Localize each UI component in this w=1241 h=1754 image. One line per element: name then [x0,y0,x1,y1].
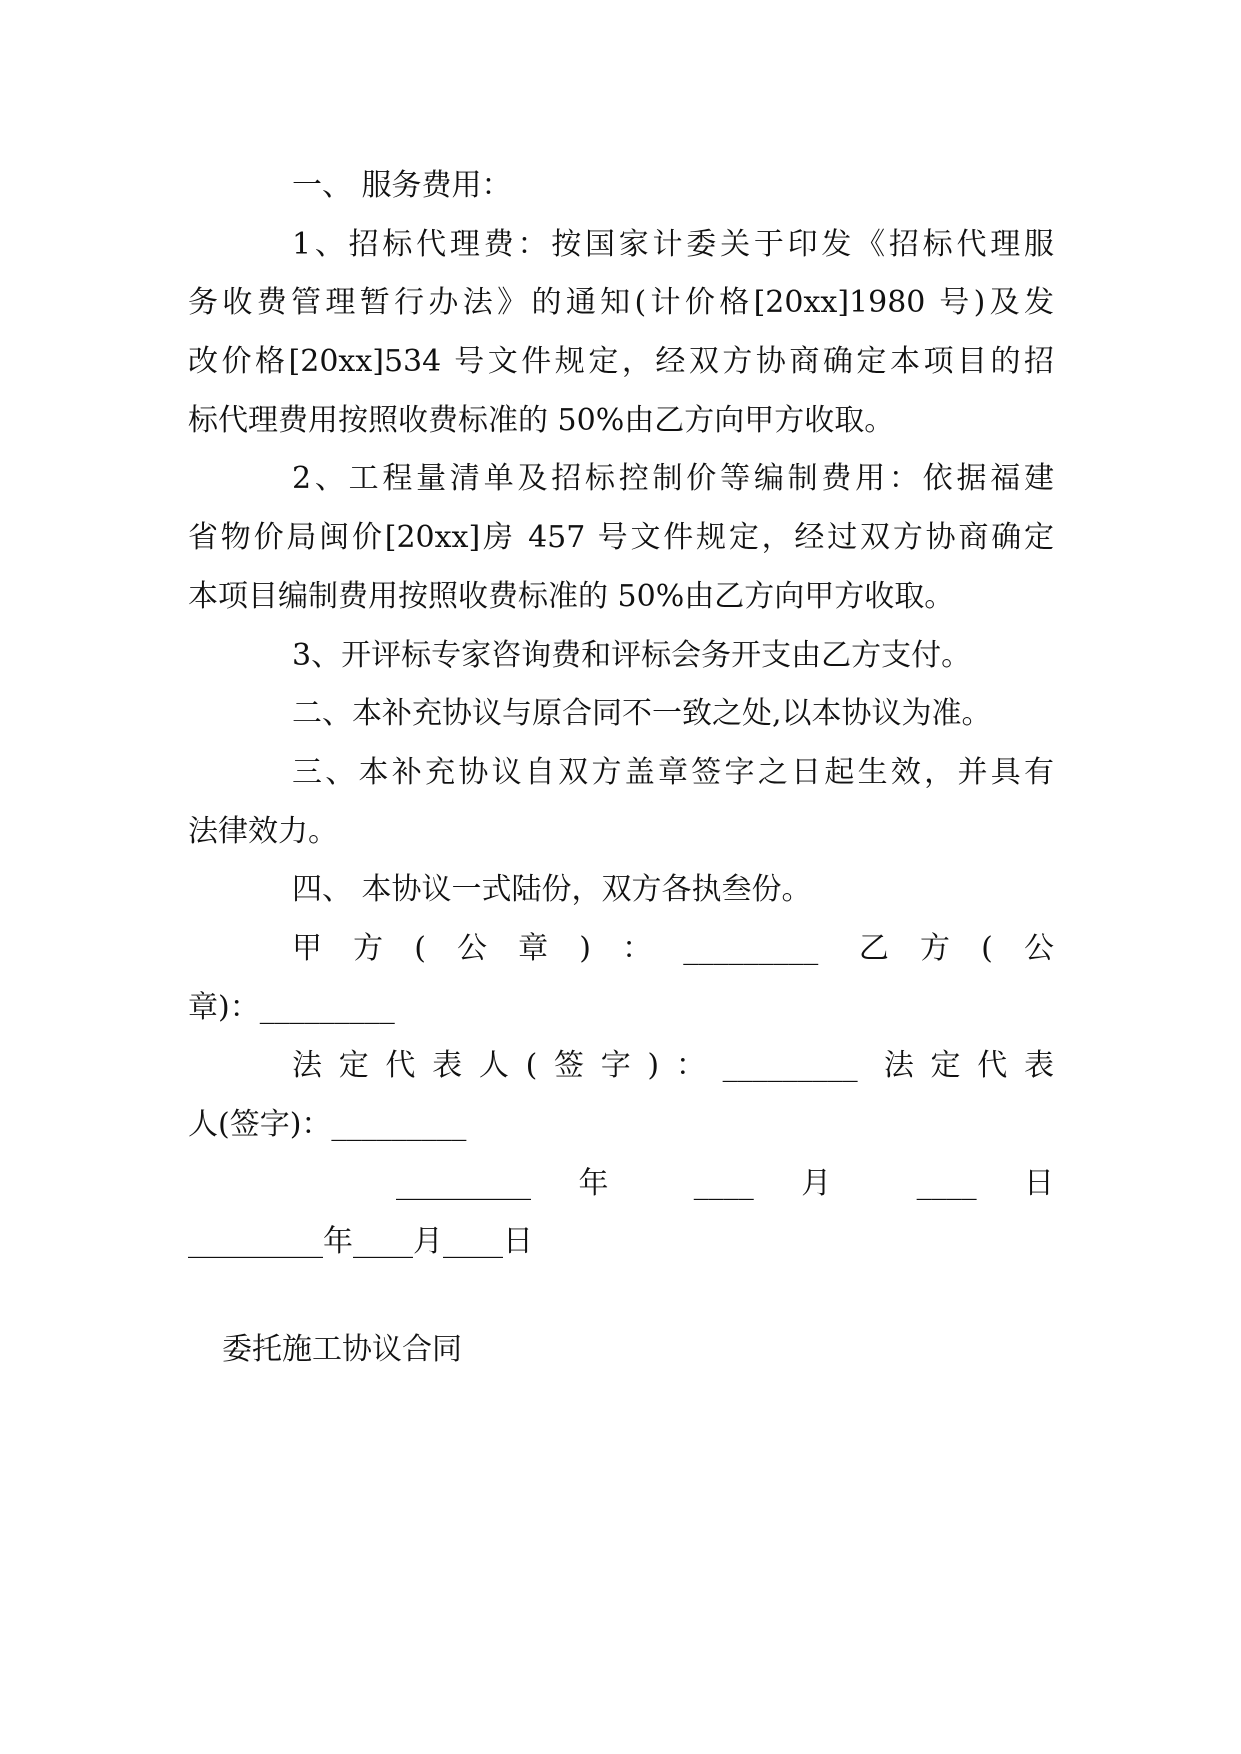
date-blank-day: ____ [916,1165,977,1201]
paragraph-line: 四、 本协议一式陆份，双方各执叁份。 [292,872,812,908]
paragraph-line: 改价格[20xx]534 号文件规定，经双方协商确定本项目的招 [188,344,1054,380]
signature-rep-b-end: 人(签字)：_________ [188,1107,467,1142]
signature-rep-b-start: 法定代表 [883,1048,1054,1084]
paragraph-line: 2、工程量清单及招标控制价等编制费用：依据福建 [292,461,1054,497]
paragraph-line: 务收费管理暂行办法》的通知(计价格[20xx]1980 号)及发 [188,285,1054,321]
paragraph-line: 三、本补充协议自双方盖章签字之日起生效，并具有 [292,754,1054,790]
date-year: 年 [578,1165,647,1201]
date-blank-year: _________ [396,1165,531,1201]
signature-party-b-end: 章)：_________ [188,989,395,1025]
signature-line-party [188,920,1054,979]
paragraph-line: 本项目编制费用按照收费标准的 50%由乙方向甲方收取。 [188,578,955,614]
next-document-title: 委托施工协议合同 [222,1332,462,1367]
date-day: 日 [1024,1165,1054,1201]
paragraph-line: 二、本补充协议与原合同不一致之处,以本协议为准。 [292,696,992,732]
date-blank-month: ____ [693,1165,754,1201]
signature-rep-a: 法定代表人(签字)：_________ [292,1048,858,1084]
paragraph-line: 1、招标代理费：按国家计委关于印发《招标代理服 [292,226,1054,262]
signature-party-b-start: 乙方(公 [858,930,1054,966]
section-heading-fees: 一、 服务费用： [292,168,512,203]
date-line-first [188,1155,1054,1214]
date-month: 月 [801,1165,870,1201]
signature-line-representative [188,1037,1054,1096]
paragraph-line: 法律效力。 [188,813,338,849]
paragraph-line: 标代理费用按照收费标准的 50%由乙方向甲方收取。 [188,402,895,438]
paragraph-line: 3、开评标专家咨询费和评标会务开支由乙方支付。 [292,637,972,673]
paragraph-line: 省物价局闽价[20xx]房 457 号文件规定，经过双方协商确定 [188,520,1054,556]
document-body [188,157,1054,1272]
date-line-second: _________年____月____日 [188,1224,533,1260]
signature-party-a: 甲方(公章)：_________ [292,930,819,966]
